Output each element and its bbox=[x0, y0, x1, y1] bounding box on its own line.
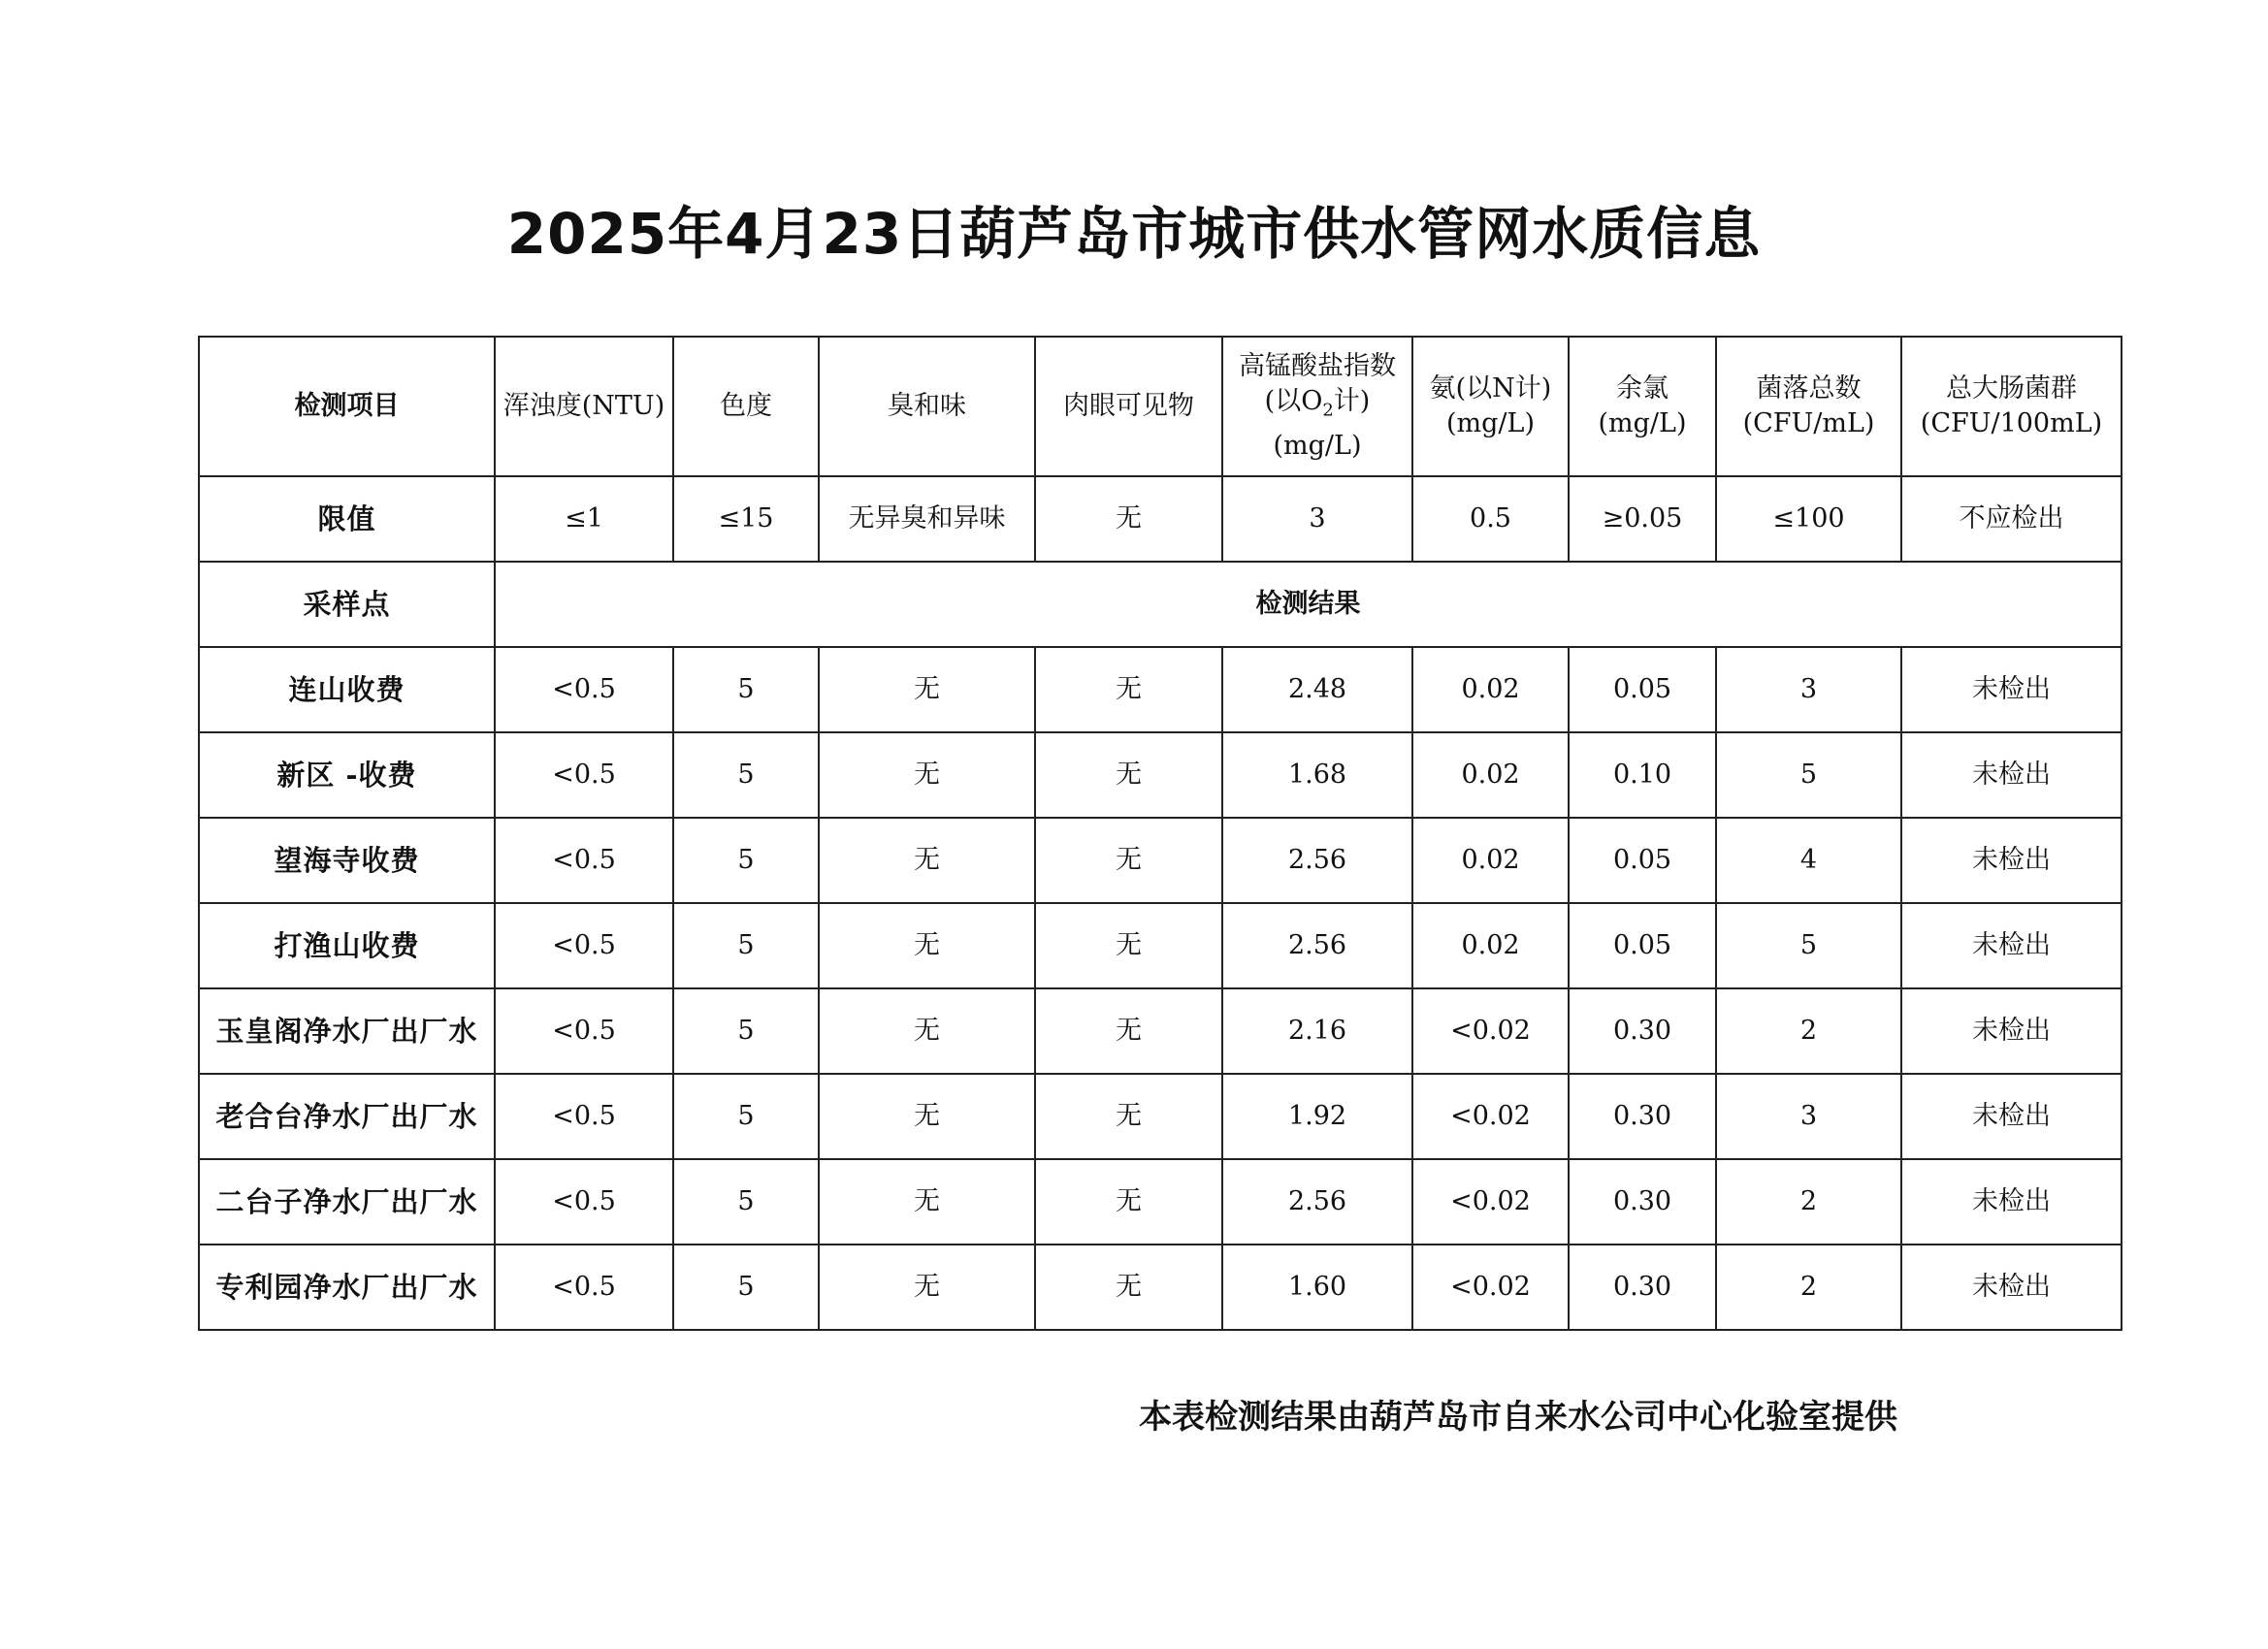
result-cell: 无 bbox=[819, 1159, 1035, 1245]
limit-cell: 无异臭和异味 bbox=[819, 476, 1035, 562]
header-cell bbox=[1901, 337, 2122, 476]
result-cell: 0.30 bbox=[1569, 988, 1716, 1074]
limit-cell: ≤15 bbox=[673, 476, 819, 562]
header-label: 检测项目 bbox=[199, 337, 495, 476]
result-cell: 未检出 bbox=[1901, 1074, 2122, 1159]
header-cell bbox=[673, 337, 819, 476]
header-row bbox=[199, 337, 2122, 476]
result-cell: 4 bbox=[1716, 818, 1901, 903]
header-line: (mg/L) bbox=[1273, 430, 1362, 461]
table-row bbox=[199, 732, 2122, 818]
result-cell: 无 bbox=[819, 732, 1035, 818]
result-cell: 无 bbox=[819, 647, 1035, 732]
header-cell bbox=[495, 337, 673, 476]
result-cell: <0.02 bbox=[1412, 1245, 1569, 1330]
result-cell: 5 bbox=[673, 1074, 819, 1159]
result-cell: 未检出 bbox=[1901, 1245, 2122, 1330]
table-row bbox=[199, 818, 2122, 903]
section-title: 检测结果 bbox=[495, 562, 2122, 647]
result-cell: 3 bbox=[1716, 647, 1901, 732]
header-cell bbox=[1035, 337, 1222, 476]
result-cell: 1.68 bbox=[1222, 732, 1412, 818]
header-line: (以$O_2$计) bbox=[1264, 386, 1371, 421]
result-cell: <0.5 bbox=[495, 1245, 673, 1330]
header-line: 余氯 bbox=[1616, 373, 1669, 404]
table-body bbox=[199, 337, 2122, 1330]
result-cell: 未检出 bbox=[1901, 1159, 2122, 1245]
result-cell: 5 bbox=[673, 647, 819, 732]
header-cell bbox=[1222, 337, 1412, 476]
header-cell bbox=[819, 337, 1035, 476]
header-line: 氨(以N计) bbox=[1429, 373, 1552, 404]
result-cell: 无 bbox=[1035, 903, 1222, 988]
result-cell: 未检出 bbox=[1901, 732, 2122, 818]
result-cell: 0.02 bbox=[1412, 818, 1569, 903]
sample-site: 打渔山收费 bbox=[199, 903, 495, 988]
result-cell: 5 bbox=[673, 988, 819, 1074]
sample-site: 玉皇阁净水厂出厂水 bbox=[199, 988, 495, 1074]
result-cell: 无 bbox=[819, 988, 1035, 1074]
limit-cell: ≥0.05 bbox=[1569, 476, 1716, 562]
result-cell: 0.02 bbox=[1412, 647, 1569, 732]
header-cell bbox=[1716, 337, 1901, 476]
limit-cell: 3 bbox=[1222, 476, 1412, 562]
limit-row bbox=[199, 476, 2122, 562]
water-quality-table bbox=[198, 336, 2122, 1331]
header-line: 高锰酸盐指数 bbox=[1239, 351, 1396, 382]
result-cell: 5 bbox=[673, 1245, 819, 1330]
result-cell: 2 bbox=[1716, 1159, 1901, 1245]
result-cell: 未检出 bbox=[1901, 647, 2122, 732]
result-cell: 1.60 bbox=[1222, 1245, 1412, 1330]
result-cell: 5 bbox=[673, 903, 819, 988]
header-line: 臭和味 bbox=[888, 391, 966, 421]
result-cell: <0.5 bbox=[495, 647, 673, 732]
result-cell: 无 bbox=[819, 818, 1035, 903]
result-cell: 0.02 bbox=[1412, 903, 1569, 988]
header-line: (CFU/mL) bbox=[1742, 408, 1875, 438]
result-cell: 2 bbox=[1716, 1245, 1901, 1330]
result-cell: 无 bbox=[1035, 1159, 1222, 1245]
header-cell bbox=[1412, 337, 1569, 476]
result-cell: <0.5 bbox=[495, 1074, 673, 1159]
table-row bbox=[199, 1245, 2122, 1330]
result-cell: 0.30 bbox=[1569, 1245, 1716, 1330]
table-row bbox=[199, 1159, 2122, 1245]
header-line: 色度 bbox=[720, 391, 772, 421]
table-row bbox=[199, 1074, 2122, 1159]
limit-label: 限值 bbox=[199, 476, 495, 562]
result-cell: 无 bbox=[1035, 1245, 1222, 1330]
result-cell: 5 bbox=[1716, 732, 1901, 818]
result-cell: <0.5 bbox=[495, 818, 673, 903]
sample-site: 新区 -收费 bbox=[199, 732, 495, 818]
result-cell: 无 bbox=[1035, 818, 1222, 903]
section-row bbox=[199, 562, 2122, 647]
limit-cell: 无 bbox=[1035, 476, 1222, 562]
result-cell: <0.5 bbox=[495, 988, 673, 1074]
result-cell: 1.92 bbox=[1222, 1074, 1412, 1159]
result-cell: 2.56 bbox=[1222, 903, 1412, 988]
result-cell: 0.05 bbox=[1569, 903, 1716, 988]
section-label: 采样点 bbox=[199, 562, 495, 647]
page-title: 2025年4月23日葫芦岛市城市供水管网水质信息 bbox=[506, 201, 1762, 267]
result-cell: 0.30 bbox=[1569, 1159, 1716, 1245]
sample-site: 连山收费 bbox=[199, 647, 495, 732]
result-cell: 0.05 bbox=[1569, 818, 1716, 903]
limit-cell: 不应检出 bbox=[1901, 476, 2122, 562]
footer-note: 本表检测结果由葫芦岛市自来水公司中心化验室提供 bbox=[1139, 1398, 1897, 1437]
limit-cell: ≤1 bbox=[495, 476, 673, 562]
result-cell: 无 bbox=[819, 1245, 1035, 1330]
result-cell: 0.02 bbox=[1412, 732, 1569, 818]
result-cell: 2.56 bbox=[1222, 818, 1412, 903]
subscript: 2 bbox=[1322, 400, 1334, 421]
result-cell: <0.02 bbox=[1412, 988, 1569, 1074]
header-line: 肉眼可见物 bbox=[1063, 391, 1194, 421]
sample-site: 老合台净水厂出厂水 bbox=[199, 1074, 495, 1159]
result-cell: 无 bbox=[1035, 647, 1222, 732]
result-cell: 5 bbox=[673, 818, 819, 903]
header-line: 总大肠菌群 bbox=[1946, 373, 2077, 404]
result-cell: 未检出 bbox=[1901, 988, 2122, 1074]
result-cell: 2 bbox=[1716, 988, 1901, 1074]
header-line: (CFU/100mL) bbox=[1920, 408, 2103, 438]
result-cell: 5 bbox=[1716, 903, 1901, 988]
table-row bbox=[199, 988, 2122, 1074]
result-cell: 未检出 bbox=[1901, 903, 2122, 988]
result-cell: <0.5 bbox=[495, 732, 673, 818]
limit-cell: ≤100 bbox=[1716, 476, 1901, 562]
result-cell: 无 bbox=[819, 1074, 1035, 1159]
result-cell: 无 bbox=[1035, 1074, 1222, 1159]
table-row bbox=[199, 647, 2122, 732]
result-cell: 5 bbox=[673, 732, 819, 818]
sample-site: 专利园净水厂出厂水 bbox=[199, 1245, 495, 1330]
limit-cell: 0.5 bbox=[1412, 476, 1569, 562]
result-cell: 2.16 bbox=[1222, 988, 1412, 1074]
result-cell: 无 bbox=[1035, 988, 1222, 1074]
result-cell: 3 bbox=[1716, 1074, 1901, 1159]
result-cell: <0.02 bbox=[1412, 1159, 1569, 1245]
result-cell: 0.05 bbox=[1569, 647, 1716, 732]
header-line: 菌落总数 bbox=[1756, 373, 1862, 404]
result-cell: <0.5 bbox=[495, 1159, 673, 1245]
result-cell: 无 bbox=[819, 903, 1035, 988]
result-cell: 2.56 bbox=[1222, 1159, 1412, 1245]
result-cell: 2.48 bbox=[1222, 647, 1412, 732]
result-cell: 0.30 bbox=[1569, 1074, 1716, 1159]
header-line: 浑浊度(NTU) bbox=[502, 391, 665, 421]
result-cell: 未检出 bbox=[1901, 818, 2122, 903]
header-line: (mg/L) bbox=[1446, 408, 1535, 438]
result-cell: <0.02 bbox=[1412, 1074, 1569, 1159]
result-cell: 无 bbox=[1035, 732, 1222, 818]
header-line: (mg/L) bbox=[1598, 408, 1687, 438]
result-cell: 0.10 bbox=[1569, 732, 1716, 818]
table-row bbox=[199, 903, 2122, 988]
sample-site: 望海寺收费 bbox=[199, 818, 495, 903]
result-cell: 5 bbox=[673, 1159, 819, 1245]
result-cell: <0.5 bbox=[495, 903, 673, 988]
header-cell bbox=[1569, 337, 1716, 476]
sample-site: 二台子净水厂出厂水 bbox=[199, 1159, 495, 1245]
